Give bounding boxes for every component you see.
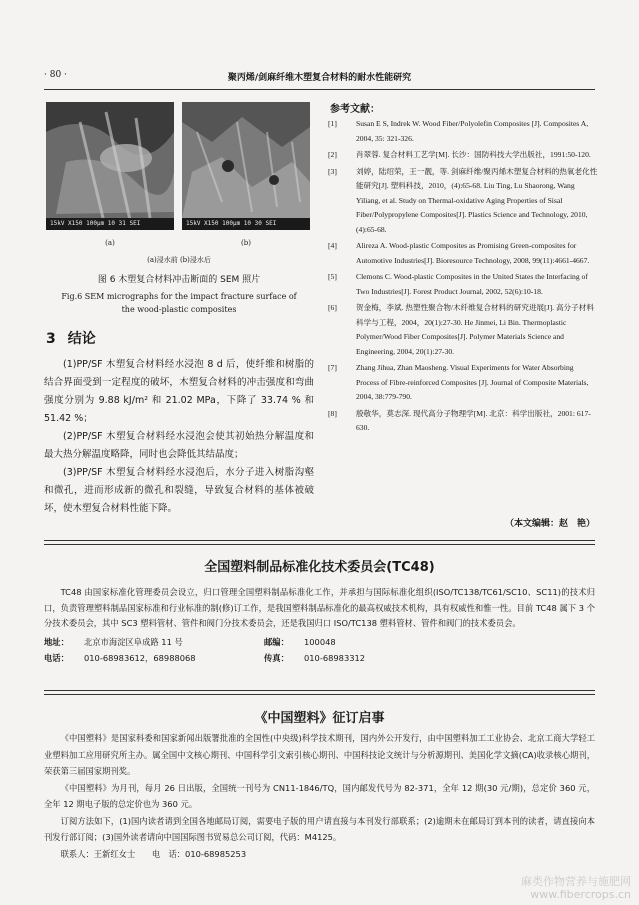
conclusion-item: (3)PP/SF 木塑复合材料经水浸泡后，水分子进入树脂沟壑和微孔，进而形成新的微孔和裂缝，导致复合材料的基体被破坏，使木塑复合材料性能下降。	[44, 467, 314, 514]
subfigure-caption: (a)浸水前 (b)浸水后	[147, 256, 211, 264]
running-title: 聚丙烯/剑麻纤维木塑复合材料的耐水性能研究	[227, 73, 412, 83]
header-rule	[44, 89, 595, 90]
reference-item: [7] Zhang Jihua, Zhan Maosheng. Visual Experiments for Water Absorbing Process of Fibre-reinforced Composites [J]. Journal of Composite Materials, 2004, 38:779-790.	[328, 363, 589, 401]
watermark: 麻类作物营养与施肥网 www.fibercrops.cn	[521, 875, 631, 901]
figure-caption-en	[44, 290, 314, 316]
section-title: 结论	[67, 331, 96, 347]
fax: 010-68983312	[304, 652, 366, 663]
reference-item: [6] 贺金梅，李斌. 热塑性聚合物/木纤维复合材料的研究进展[J]. 高分子材料科学与工程，2004，20(1):27-30. He Jinmei, Li Bin. Thermoplastic Polymer/Wood Fiber Composites[J]. Polymer Materials Science and Engineering, 2004, 20(1):27-30.	[328, 303, 594, 356]
editor-note: （本文编辑：赵 艳）	[504, 519, 595, 529]
ad-body	[44, 730, 595, 862]
reference-item: [5] Clemons C. Wood-plastic Composites in the United States the Interfacing of Two Industries[J]. Forest Product Journal, 2002, 52(6):10-18.	[328, 272, 588, 296]
conclusion-text	[44, 356, 314, 518]
photo-b-label: (b)	[241, 239, 251, 247]
photo-a-info: 15kV X150 100μm 10 31 SEI	[50, 220, 141, 227]
committee-paragraph: TC48 由国家标准化管理委员会设立，归口管理全国塑料制品标准化工作，并承担与国际标准化组织(ISO/TC138/TC61/SC10、SC11)的技术归口，负责管理塑料制品国家标准和行业标准的制(修)订工作，是我国塑料制品标准化的最高权威技术机构，具有权威性和惟一性。目前 TC48 属下 3 个分技术委员会，其中 SC3 塑料管材、管件和阀门分技术委员会，还是我国归口 ISO/TC138 塑料管材、管件和阀门的技术委员会。	[44, 587, 595, 628]
committee-contact: 地址： 北京市海淀区阜成路 11 号 邮编： 100048 电话： 010-68983612，68988068 传真： 010-68983312	[44, 634, 595, 666]
address: 北京市海淀区阜成路 11 号	[84, 636, 183, 647]
photo-a-label: (a)	[105, 239, 115, 247]
conclusion-item: (1)PP/SF 木塑复合材料经水浸泡 8 d 后，使纤维和树脂的结合界面受到一定程度的破坏，木塑复合材料的冲击强度和弯曲强度分别为 9.88 kJ/m² 和 21.02 MPa，下降了 33.74 % 和 51.42 %；	[44, 359, 314, 424]
photo-b-info: 15kV X150 100μm 10 30 SEI	[186, 220, 277, 227]
section-heading	[46, 328, 96, 348]
page-header	[44, 70, 595, 84]
ad-title: 《中国塑料》征订启事	[254, 711, 385, 726]
references-title: 参考文献：	[330, 104, 380, 115]
reference-item: [8] 殷敬华，莫志深. 现代高分子物理学[M]. 北京：科学出版社，2001: 617-630.	[328, 408, 591, 432]
page-number: · 80 ·	[44, 70, 67, 80]
figure-6	[44, 102, 314, 272]
reference-item: [1] Susan E S, Indrek W. Wood Fiber/Polyolefin Composites [J]. Composites A, 2004, 35: 321-326.	[328, 119, 589, 143]
figure-caption-cn: 图 6 木塑复合材料冲击断面的 SEM 照片	[97, 275, 261, 285]
phone: 010-68983612，68988068	[84, 652, 196, 663]
committee-body	[44, 585, 595, 666]
figure-caption-en-line2: the wood-plastic composites	[121, 305, 237, 314]
figure-caption-en-line1: Fig.6 SEM micrographs for the impact fracture surface of	[61, 292, 297, 301]
ad-paragraph: 订阅方法如下，(1)国内读者请到全国各地邮局订阅，需要电子版的用户请直接与本刊发行部联系；(2)逾期未在邮局订到本刊的读者，请直接向本刊发行部订阅；(3)国外读者请向中国国际图书贸易总公司订阅，代码：M4125。	[44, 815, 595, 842]
ad-paragraph: 《中国塑料》为月刊，每月 26 日出版，全国统一刊号为 CN11-1846/TQ，国内邮发代号为 82-371，全年 12 期(30 元/期)，总定价 360 元，全年 12 期电子版的总定价也为 360 元。	[44, 782, 595, 809]
sem-photo-a	[46, 102, 174, 230]
section-number: 3	[46, 331, 56, 347]
ad-paragraph: 《中国塑料》是国家科委和国家新闻出版署批准的全国性(中央级)科学技术期刊，国内外公开发行，由中国塑料加工工业协会、北京工商大学轻工业塑料加工应用研究所主办。属全国中文核心期刊、中国科学引文索引核心期刊、中国科技论文统计与分析源期刊、美国化学文摘(CA)收录核心期刊，荣获第三届国家期刊奖。	[44, 733, 595, 776]
committee-title: 全国塑料制品标准化技术委员会(TC48)	[204, 560, 435, 575]
reference-item: [4] Alireza A. Wood-plastic Composites as Promising Green-composites for Automotive Industries[J]. Bioresource Technology, 2008, 99(11):4661-4667.	[328, 241, 590, 265]
ad-contact: 联系人：王新红女士 电 话：010-68985253	[60, 848, 247, 859]
conclusion-item: (2)PP/SF 木塑复合材料经水浸泡会使其初始热分解温度和最大热分解温度略降，同时也会降低其结晶度；	[44, 431, 314, 460]
divider-bottom	[44, 690, 595, 695]
zip-code: 100048	[304, 636, 336, 647]
reference-list	[328, 117, 598, 438]
reference-item: [2] 肖翠蓉. 复合材料工艺学[M]. 长沙：国防科技大学出版社，1991:50-120.	[328, 150, 591, 159]
divider-top	[44, 540, 595, 545]
reference-item: [3] 刘婷，陆绍荣，王一靓，等. 剑麻纤维/聚丙烯木塑复合材料的热氧老化性能研究[J]. 塑料科技，2010，(4):65-68. Liu Ting, Lu Shaorong, Wang Yiliang, et al. Study on Thermal-oxidative Aging Properties of Sisal Fiber/Polypropylene Composites[J]. Plastics Science and Technology, 2010, (4):65-68.	[328, 166, 598, 234]
sem-photo-b	[182, 102, 310, 230]
